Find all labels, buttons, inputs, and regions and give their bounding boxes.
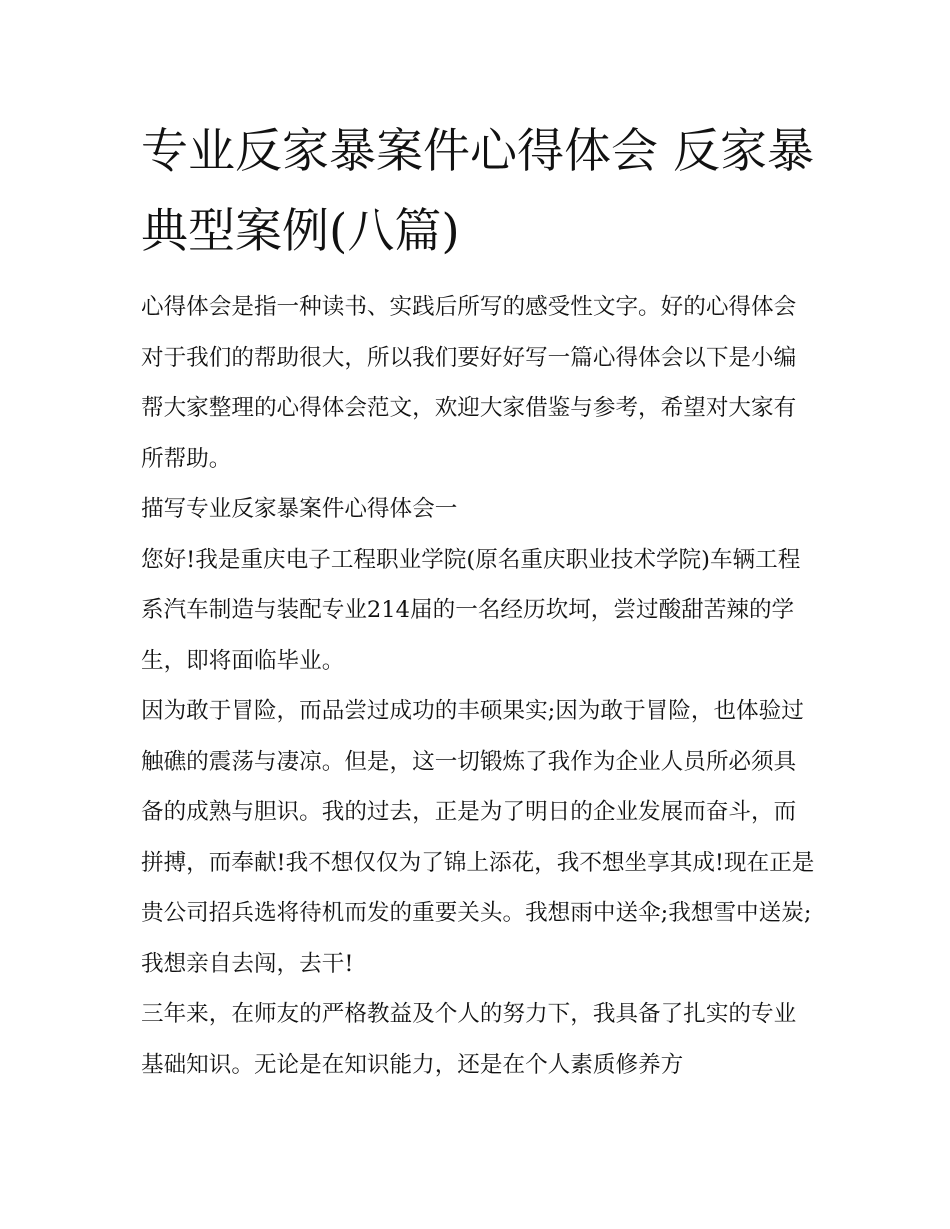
body-paragraph: 因为敢于冒险，而品尝过成功的丰硕果实;因为敢于冒险，也体验过触礁的震荡与凄凉。但是，这一切锻炼了我作为企业人员所必须具备的成熟与胆识。我的过去，正是为了明日的企业发展而奋斗，而拼搏，而奉献!我不想仅仅为了锦上添花，我不想坐享其成!现在正是贵公司招兵选将待机而发的重要关头。我想雨中送伞;我想雪中送炭;我想亲自去闯，去干! <box>141 698 815 977</box>
intro-paragraph: 心得体会是指一种读书、实践后所写的感受性文字。好的心得体会对于我们的帮助很大，所以我们要好好写一篇心得体会以下是小编帮大家整理的心得体会范文，欢迎大家借鉴与参考，希望对大家有所帮助。 <box>141 294 797 472</box>
section-heading: 描写专业反家暴案件心得体会一 <box>141 496 458 522</box>
document-body <box>141 282 816 1090</box>
body-paragraph: 三年来，在师友的严格教益及个人的努力下，我具备了扎实的专业基础知识。无论是在知识能力，还是在个人素质修养方 <box>141 1001 797 1078</box>
body-paragraph: 您好!我是重庆电子工程职业学院(原名重庆职业技术学院)车辆工程系汽车制造与装配专业214届的一名经历坎坷，尝过酸甜苦辣的学生，即将面临毕业。 <box>141 546 801 674</box>
document-title: 专业反家暴案件心得体会 反家暴典型案例(八篇) <box>141 124 814 259</box>
document-page <box>141 112 816 1090</box>
